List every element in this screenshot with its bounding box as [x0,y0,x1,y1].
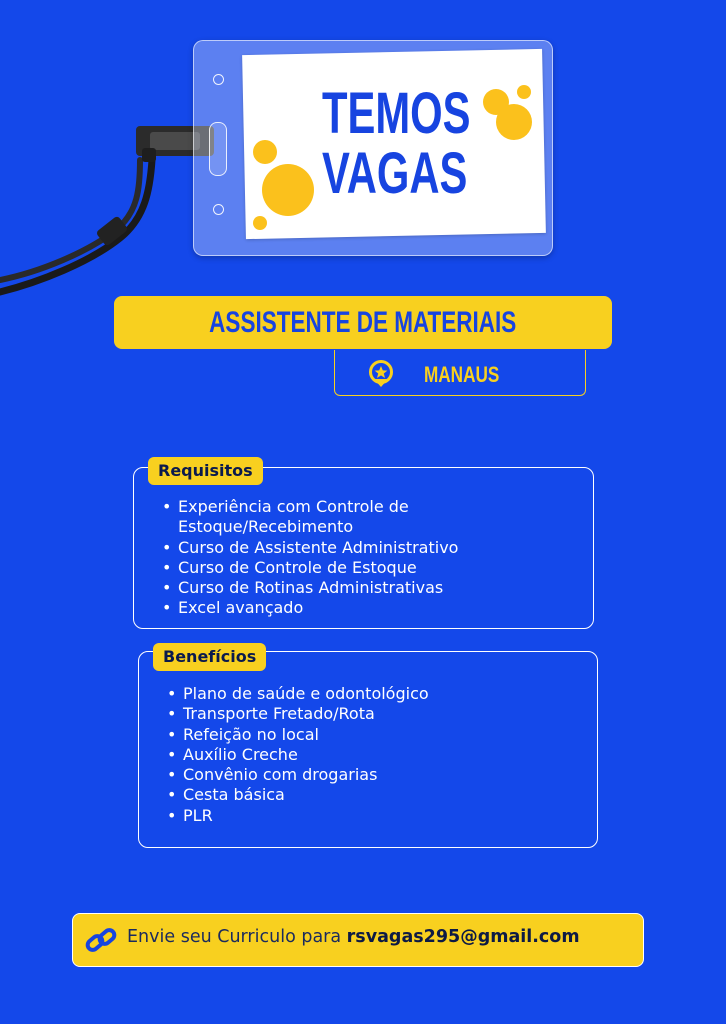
decor-dot [262,164,314,216]
job-title-bar [114,296,612,349]
map-pin-icon [368,360,394,388]
job-location: MANAUS [424,362,500,387]
list-item: • Experiência com Controle de [162,497,582,517]
decor-dot [496,104,532,140]
list-item: • Transporte Fretado/Rota [167,704,587,724]
contact-email[interactable]: rsvagas295@gmail.com [346,927,580,947]
list-item: Estoque/Recebimento [178,517,354,537]
badge-slot [209,122,227,176]
list-item: • Refeição no local [167,725,587,745]
benefits-heading: Benefícios [153,643,266,671]
benefits-list [167,684,587,826]
badge-hole [213,204,224,215]
list-item: • PLR [167,806,587,826]
contact-label: Envie seu Curriculo para [127,927,347,947]
list-item: • Curso de Assistente Administrativo [162,538,582,558]
decor-dot [253,216,267,230]
headline-line-2: VAGAS [322,141,468,206]
contact-text [127,927,580,947]
requirements-heading: Requisitos [148,457,263,485]
list-item: • Excel avançado [162,598,582,618]
badge-hole [213,74,224,85]
list-item: • Convênio com drogarias [167,765,587,785]
headline [322,81,471,206]
list-item: • Auxílio Creche [167,745,587,765]
list-item: • Plano de saúde e odontológico [167,684,587,704]
list-item: • Curso de Controle de Estoque [162,558,582,578]
list-item: • Curso de Rotinas Administrativas [162,578,582,598]
job-title: ASSISTENTE DE MATERIAIS [209,305,517,339]
list-item: • Cesta básica [167,785,587,805]
decor-dot [517,85,531,99]
requirements-list [162,497,582,619]
decor-dot [253,140,277,164]
headline-line-1: TEMOS [322,81,471,146]
link-icon [84,924,118,956]
